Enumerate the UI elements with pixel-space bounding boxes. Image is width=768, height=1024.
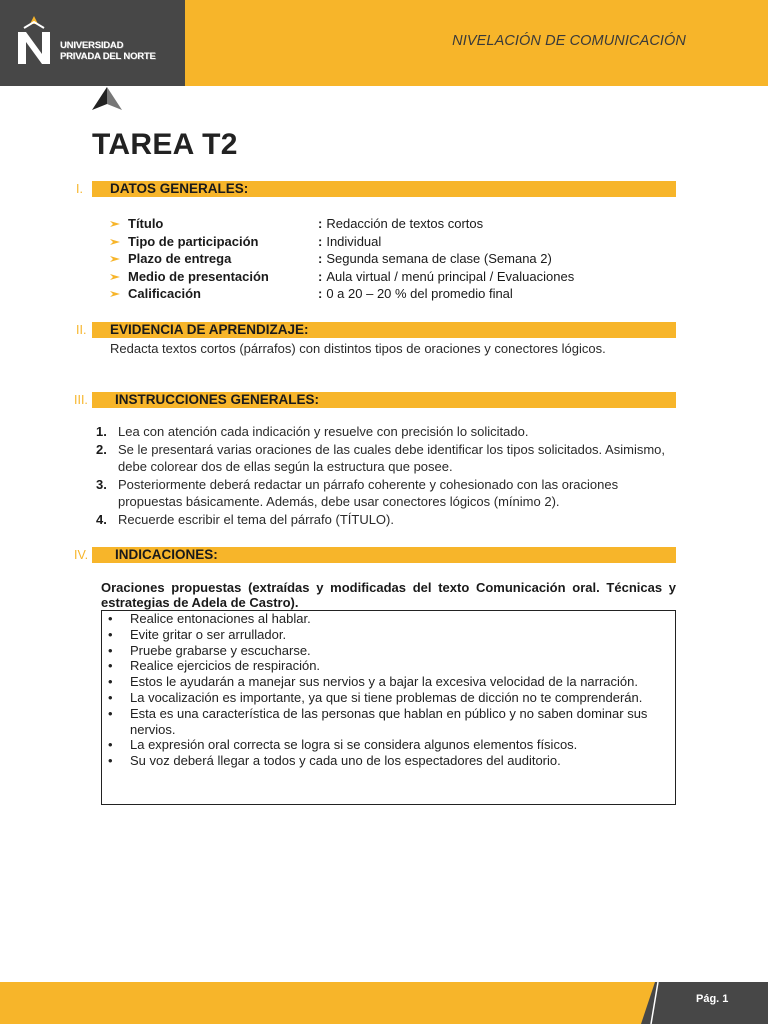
datos-row <box>110 216 670 234</box>
datos-label: Plazo de entrega <box>128 251 232 267</box>
oraciones-box <box>101 610 676 805</box>
page-number: Pág. 1 <box>696 993 729 1005</box>
evidencia-text: Redacta textos cortos (párrafos) con distintos tipos de oraciones y conectores lógicos. <box>110 341 606 356</box>
list-item: • Realice ejercicios de respiración. <box>108 658 321 674</box>
list-item: 4. Recuerde escribir el tema del párrafo (TÍTULO). <box>96 511 394 527</box>
section-number: IV. <box>74 548 89 562</box>
section-instrucciones <box>74 392 676 408</box>
university-name: UNIVERSIDAD PRIVADA DEL NORTE <box>60 40 156 62</box>
arrow-bullet-icon <box>110 290 120 298</box>
section-number: II. <box>76 323 87 337</box>
list-item: • Evite gritar o ser arrullador. <box>108 626 287 642</box>
list-item: • Esta es una característica de las personas que hablan en público y no saben dominar sus nervios. <box>108 705 648 737</box>
instrucciones-list <box>96 423 676 529</box>
section-number: III. <box>74 393 88 407</box>
list-item: 2. Se le presentará varias oraciones de las cuales debe identificar los tipos solicitados. Asimismo, debe colorear dos de ellas según la estructura que posee. <box>96 441 665 475</box>
section-evidencia <box>76 322 676 338</box>
list-item: • Estos le ayudarán a manejar sus nervios y a bajar la excesiva velocidad de la narración. <box>108 674 638 690</box>
arrow-bullet-icon <box>110 220 120 228</box>
datos-value: : Redacción de textos cortos <box>318 216 484 231</box>
list-item: 3. Posteriormente deberá redactar un párrafo coherente y cohesionado con las oraciones propuestas básicamente. Además, debe usar conectores lógicos (mínimo 2). <box>96 476 619 510</box>
list-item: • La vocalización es importante, ya que si tiene problemas de dicción no te comprenderán. <box>108 689 643 705</box>
section-number: I. <box>76 182 83 196</box>
datos-value: : 0 a 20 – 20 % del promedio final <box>318 286 513 302</box>
datos-row <box>110 251 670 269</box>
arrow-bullet-icon <box>110 273 120 281</box>
subject-title: NIVELACIÓN DE COMUNICACIÓN <box>452 33 686 49</box>
oraciones-intro: Oraciones propuestas (extraídas y modificadas del texto Comunicación oral. Técnicas y estrategias de Adela de Castro). <box>101 580 676 610</box>
section-label: INSTRUCCIONES GENERALES: <box>115 392 320 407</box>
university-logo-icon <box>12 14 56 66</box>
datos-row <box>110 269 670 287</box>
header-logo-panel <box>0 0 185 86</box>
list-item: • Realice entonaciones al hablar. <box>108 611 311 626</box>
datos-value: : Aula virtual / menú principal / Evaluaciones <box>318 268 575 284</box>
section-label: EVIDENCIA DE APRENDIZAJE: <box>110 322 309 337</box>
datos-row <box>110 286 670 304</box>
datos-label: Calificación <box>128 286 201 302</box>
arrow-bullet-icon <box>110 255 120 263</box>
datos-label: Título <box>128 216 164 231</box>
datos-row <box>110 234 670 252</box>
list-item: • La expresión oral correcta se logra si se considera algunos elementos físicos. <box>108 737 578 753</box>
list-item: 1. Lea con atención cada indicación y resuelve con precisión lo solicitado. <box>96 424 529 439</box>
list-item: • Pruebe grabarse y escucharse. <box>108 642 311 658</box>
section-label: INDICACIONES: <box>115 547 218 562</box>
arrow-bullet-icon <box>110 238 120 246</box>
datos-value: : Segunda semana de clase (Semana 2) <box>318 251 552 267</box>
datos-list <box>110 216 670 304</box>
section-datos-generales <box>76 181 676 197</box>
navigation-arrow-icon <box>90 85 124 113</box>
section-label: DATOS GENERALES: <box>110 181 249 196</box>
footer-divider-icon <box>641 982 661 1024</box>
page-title: TAREA T2 <box>92 128 238 161</box>
datos-value: : Individual <box>318 233 382 249</box>
datos-label: Tipo de participación <box>128 233 259 249</box>
section-indicaciones <box>74 547 676 563</box>
datos-label: Medio de presentación <box>128 268 269 284</box>
list-item: • Su voz deberá llegar a todos y cada uno de los espectadores del auditorio. <box>108 753 561 769</box>
